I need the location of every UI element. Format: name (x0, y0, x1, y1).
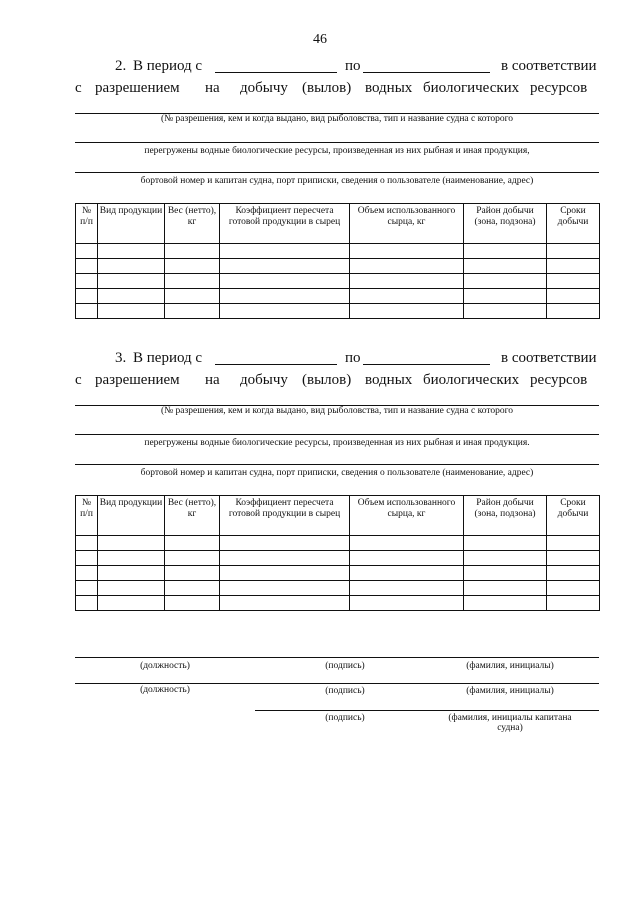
header-area: Район добычи (зона, подзона) (464, 496, 547, 536)
caption-2: перегружены водные биологические ресурсы, произведенная из них рыбная и иная продукция, (144, 146, 530, 156)
section-number: 3. (115, 350, 127, 366)
permit-word: ресурсов (530, 80, 588, 96)
table-row[interactable] (76, 259, 600, 274)
header-number: № п/п (76, 496, 98, 536)
name-caption: (фамилия, инициалы) (466, 686, 554, 696)
position-caption: (должность) (140, 685, 190, 695)
permit-field-3[interactable] (75, 172, 599, 173)
permit-word: водных (365, 80, 413, 96)
permit-field-2[interactable] (75, 434, 599, 435)
signature-caption: (подпись) (325, 661, 365, 671)
permit-field-3[interactable] (75, 464, 599, 465)
permit-line (75, 372, 599, 392)
table-row[interactable] (76, 274, 600, 289)
permit-word: разрешением (95, 80, 180, 96)
accordance-label: в соответствии (501, 58, 597, 74)
period-line (75, 350, 599, 370)
table-row[interactable] (76, 581, 600, 596)
period-label: В период с (133, 58, 203, 74)
period-line (75, 58, 599, 78)
po-label: по (345, 350, 361, 366)
permit-field-2[interactable] (75, 142, 599, 143)
period-start-field[interactable] (215, 350, 337, 365)
caption-3: бортовой номер и капитан судна, порт приписки, сведения о пользователе (наименование, адрес) (140, 176, 534, 186)
permit-word: биологических (423, 80, 520, 96)
caption-1: (№ разрешения, кем и когда выдано, вид рыболовства, тип и название судна с которого (160, 114, 514, 124)
header-coefficient: Коэффициент пересчета готовой продукции в сырец (220, 204, 350, 244)
header-dates: Сроки добычи (547, 496, 600, 536)
accordance-label: в соответствии (501, 350, 597, 366)
caption-1: (№ разрешения, кем и когда выдано, вид рыболовства, тип и название судна с которого (160, 406, 514, 416)
permit-word: с (75, 372, 82, 388)
captain-name-caption: (фамилия, инициалы капитана судна) (448, 713, 572, 733)
name-caption: (фамилия, инициалы) (466, 661, 554, 671)
permit-word: (вылов) (302, 80, 352, 96)
table-row[interactable] (76, 551, 600, 566)
table-row[interactable] (76, 244, 600, 259)
signature-field-captain[interactable] (255, 710, 599, 711)
section-2 (75, 58, 599, 227)
signature-field-2[interactable] (75, 683, 599, 684)
header-weight: Вес (нетто), кг (165, 496, 220, 536)
caption-2: перегружены водные биологические ресурсы, произведенная из них рыбная и иная продукция. (144, 438, 530, 448)
period-label: В период с (133, 350, 203, 366)
section-number: 2. (115, 58, 127, 74)
header-raw-volume: Объем использованного сырца, кг (350, 204, 464, 244)
header-product-type: Вид продукции (98, 204, 165, 244)
permit-word: на (205, 80, 220, 96)
period-end-field[interactable] (363, 350, 490, 365)
permit-word: водных (365, 372, 413, 388)
permit-word: с (75, 80, 82, 96)
permit-word: ресурсов (530, 372, 588, 388)
permit-line (75, 80, 599, 100)
table-row[interactable] (76, 289, 600, 304)
permit-word: разрешением (95, 372, 180, 388)
header-raw-volume: Объем использованного сырца, кг (350, 496, 464, 536)
signature-caption: (подпись) (325, 686, 365, 696)
permit-word: (вылов) (302, 372, 352, 388)
table-header-row (76, 496, 600, 536)
table-row[interactable] (76, 536, 600, 551)
position-caption: (должность) (140, 661, 190, 671)
header-coefficient: Коэффициент пересчета готовой продукции в сырец (220, 496, 350, 536)
permit-word: добычу (240, 372, 288, 388)
header-dates: Сроки добычи (547, 204, 600, 244)
permit-word: биологических (423, 372, 520, 388)
table-row[interactable] (76, 304, 600, 319)
signature-field-1[interactable] (75, 657, 599, 658)
products-table (75, 495, 600, 611)
period-start-field[interactable] (215, 58, 337, 73)
table-header-row (76, 204, 600, 244)
header-weight: Вес (нетто), кг (165, 204, 220, 244)
caption-3: бортовой номер и капитан судна, порт приписки, сведения о пользователе (наименование, адрес) (140, 468, 534, 478)
products-table (75, 203, 600, 319)
page-number: 46 (313, 32, 327, 47)
signature-caption: (подпись) (325, 713, 365, 723)
permit-word: на (205, 372, 220, 388)
table-row[interactable] (76, 596, 600, 611)
header-product-type: Вид продукции (98, 496, 165, 536)
section-3 (75, 350, 599, 519)
period-end-field[interactable] (363, 58, 490, 73)
po-label: по (345, 58, 361, 74)
header-number: № п/п (76, 204, 98, 244)
header-area: Район добычи (зона, подзона) (464, 204, 547, 244)
table-row[interactable] (76, 566, 600, 581)
permit-word: добычу (240, 80, 288, 96)
